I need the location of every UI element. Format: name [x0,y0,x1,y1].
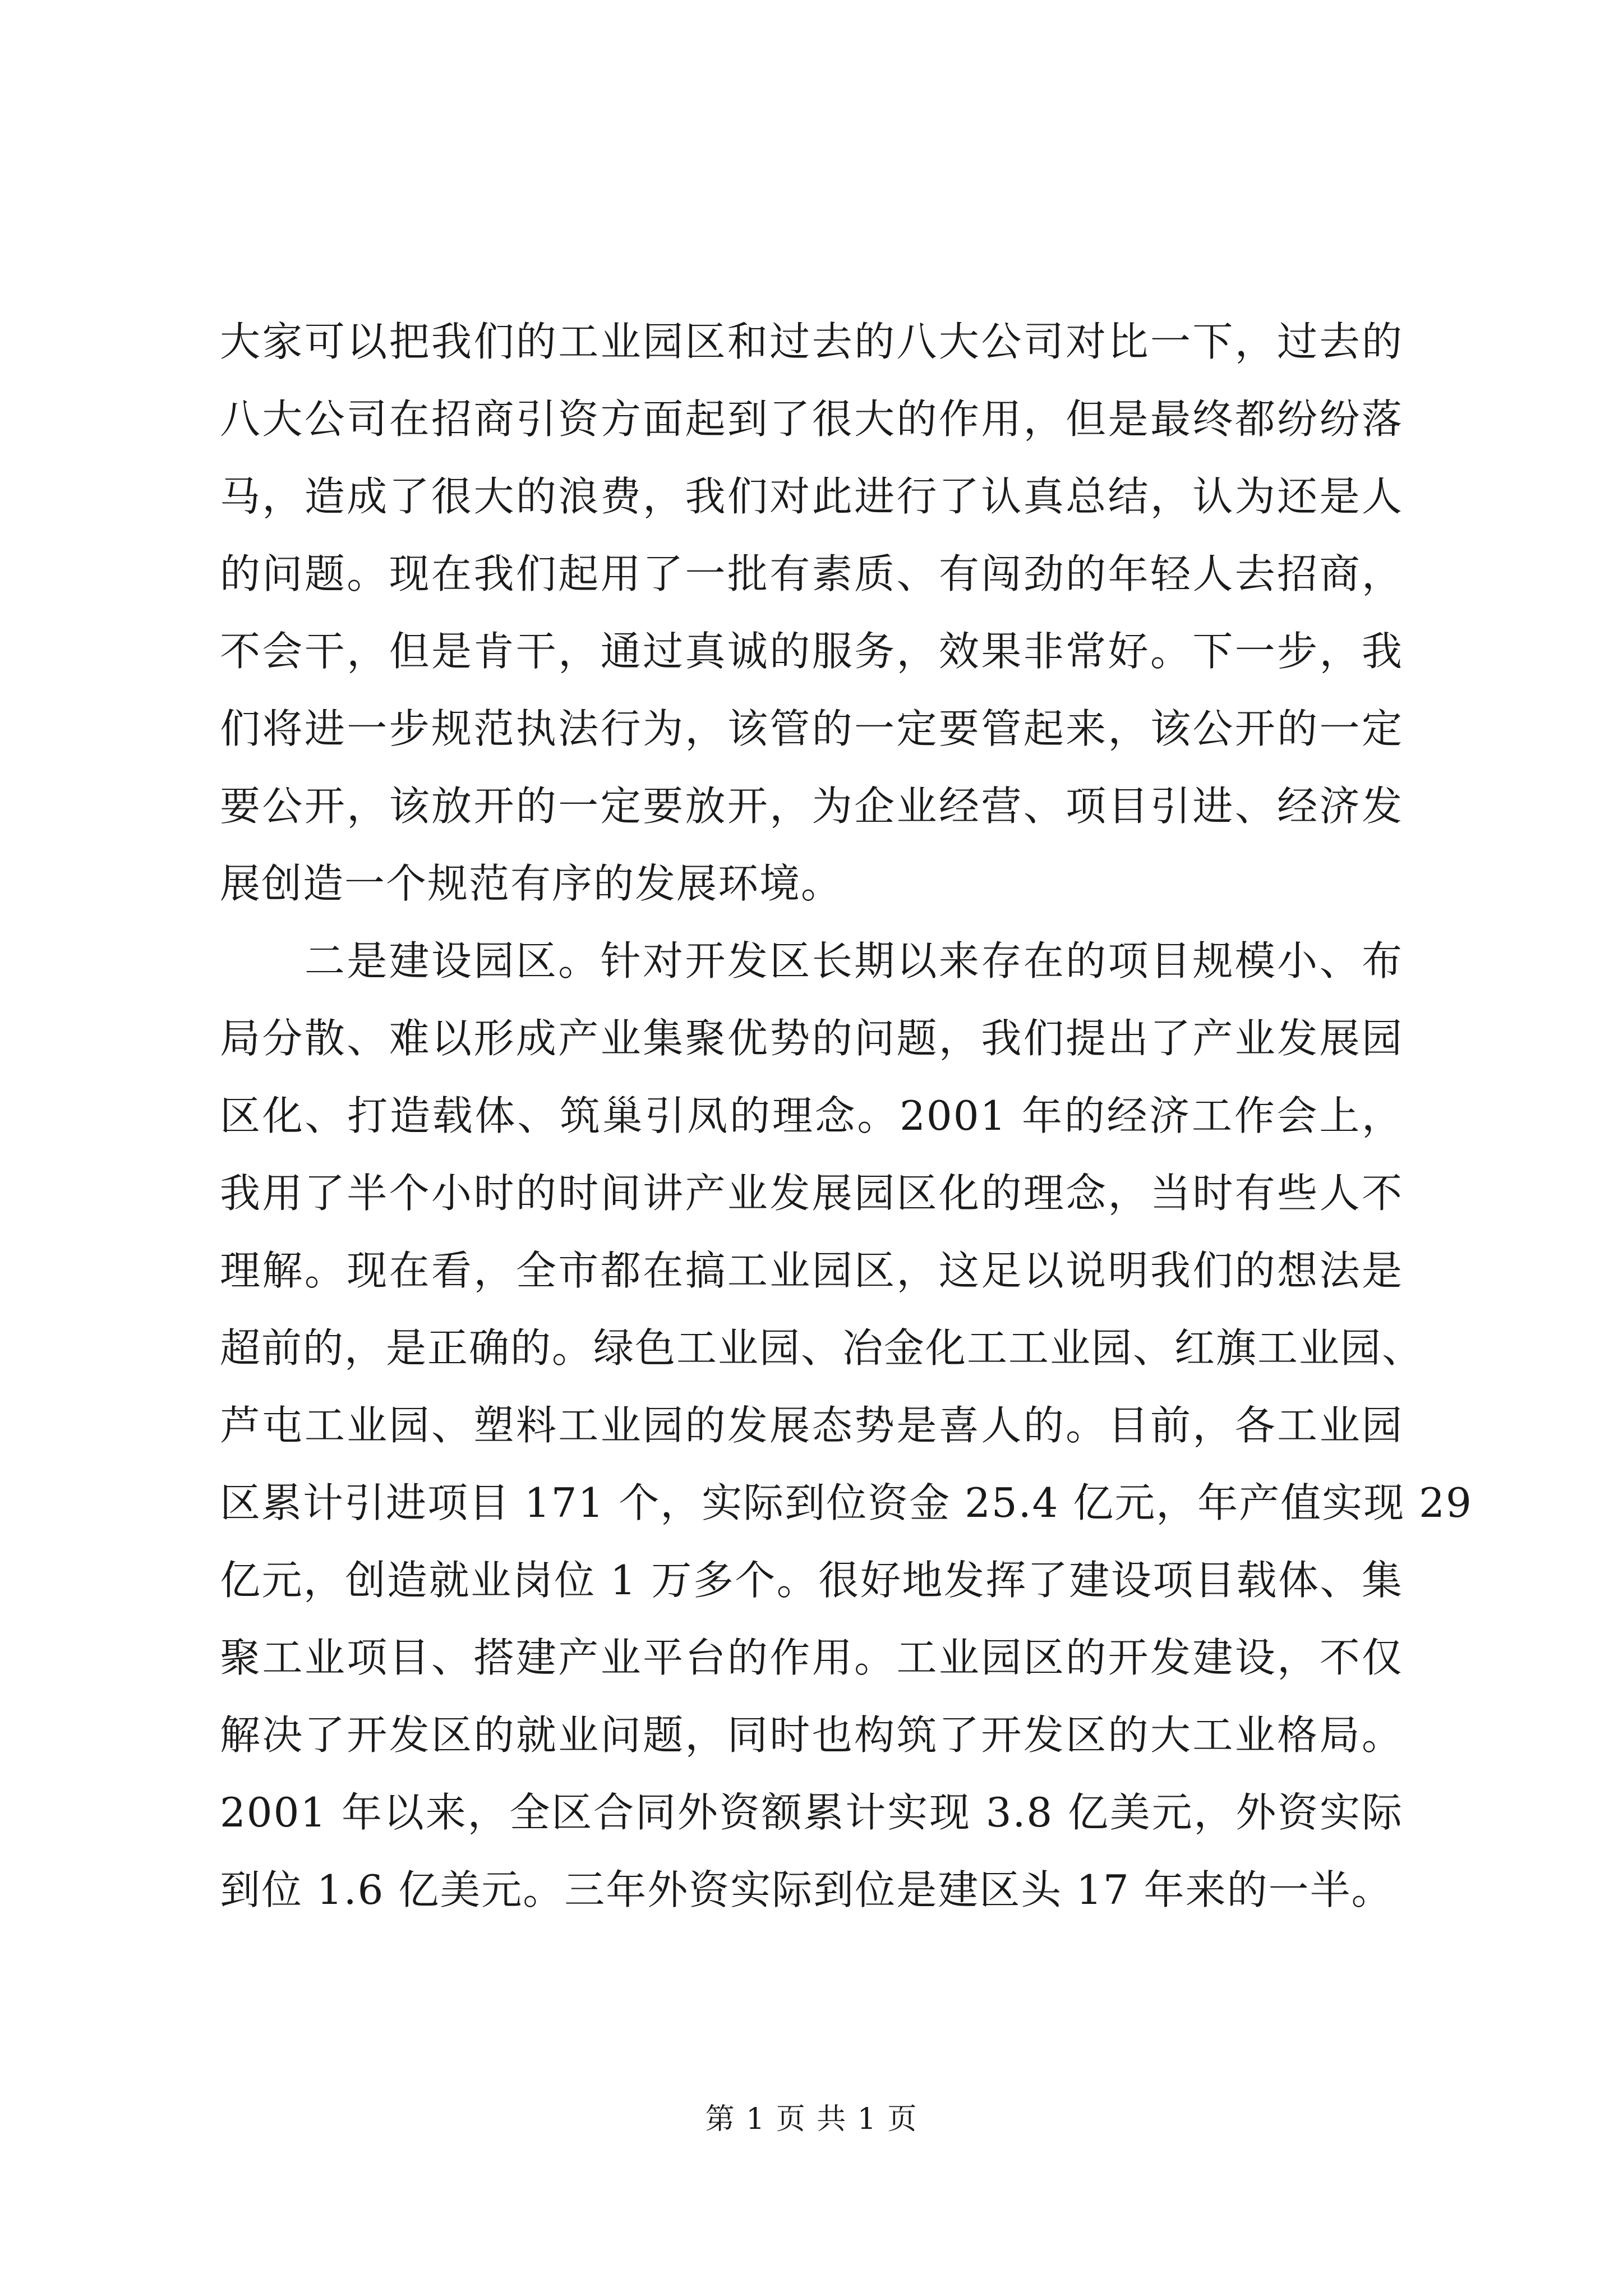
text-line: 要公开，该放开的一定要放开，为企业经营、项目引进、经济发 [220,783,1403,830]
text-line: 二是建设园区。针对开发区长期以来存在的项目规模小、布 [220,937,1403,984]
document-body [220,303,1473,1929]
text-line: 展创造一个规范有序的发展环境。 [220,860,843,907]
text-line: 解决了开发区的就业问题，同时也构筑了开发区的大工业格局。 [220,1711,1403,1759]
text-line: 聚工业项目、搭建产业平台的作用。工业园区的开发建设，不仅 [220,1634,1403,1681]
text-line: 八大公司在招商引资方面起到了很大的作用，但是最终都纷纷落 [220,395,1403,443]
text-line: 2001 年以来，全区合同外资额累计实现 3.8 亿美元，外资实际 [220,1789,1403,1836]
text-line: 亿元，创造就业岗位 1 万多个。很好地发挥了建设项目载体、集 [220,1557,1403,1604]
text-line: 到位 1.6 亿美元。三年外资实际到位是建区头 17 年来的一半。 [220,1866,1393,1913]
page-footer [0,2095,1623,2137]
text-line: 我用了半个小时的时间讲产业发展园区化的理念，当时有些人不 [220,1170,1403,1217]
page-number: 第 1 页 共 1 页 [705,2102,918,2136]
text-line: 理解。现在看，全市都在搞工业园区，这足以说明我们的想法是 [220,1247,1403,1294]
text-line: 局分散、难以形成产业集聚优势的问题，我们提出了产业发展园 [220,1015,1403,1062]
text-line: 不会干，但是肯干，通过真诚的服务，效果非常好。下一步，我 [220,628,1403,675]
text-line: 马，造成了很大的浪费，我们对此进行了认真总结，认为还是人 [220,473,1403,520]
text-line: 区化、打造载体、筑巢引凤的理念。2001 年的经济工作会上， [220,1092,1403,1139]
paragraph-2 [220,922,1473,1929]
paragraph-1 [220,303,1403,922]
text-line: 大家可以把我们的工业园区和过去的八大公司对比一下，过去的 [220,318,1403,365]
text-line: 超前的，是正确的。绿色工业园、冶金化工工业园、红旗工业园、 [220,1324,1424,1372]
text-line: 芦屯工业园、塑料工业园的发展态势是喜人的。目前，各工业园 [220,1402,1403,1449]
text-line: 区累计引进项目 171 个，实际到位资金 25.4 亿元，年产值实现 29 [220,1479,1473,1526]
text-line: 们将进一步规范执法行为，该管的一定要管起来，该公开的一定 [220,705,1403,752]
text-line: 的问题。现在我们起用了一批有素质、有闯劲的年轻人去招商， [220,550,1403,597]
